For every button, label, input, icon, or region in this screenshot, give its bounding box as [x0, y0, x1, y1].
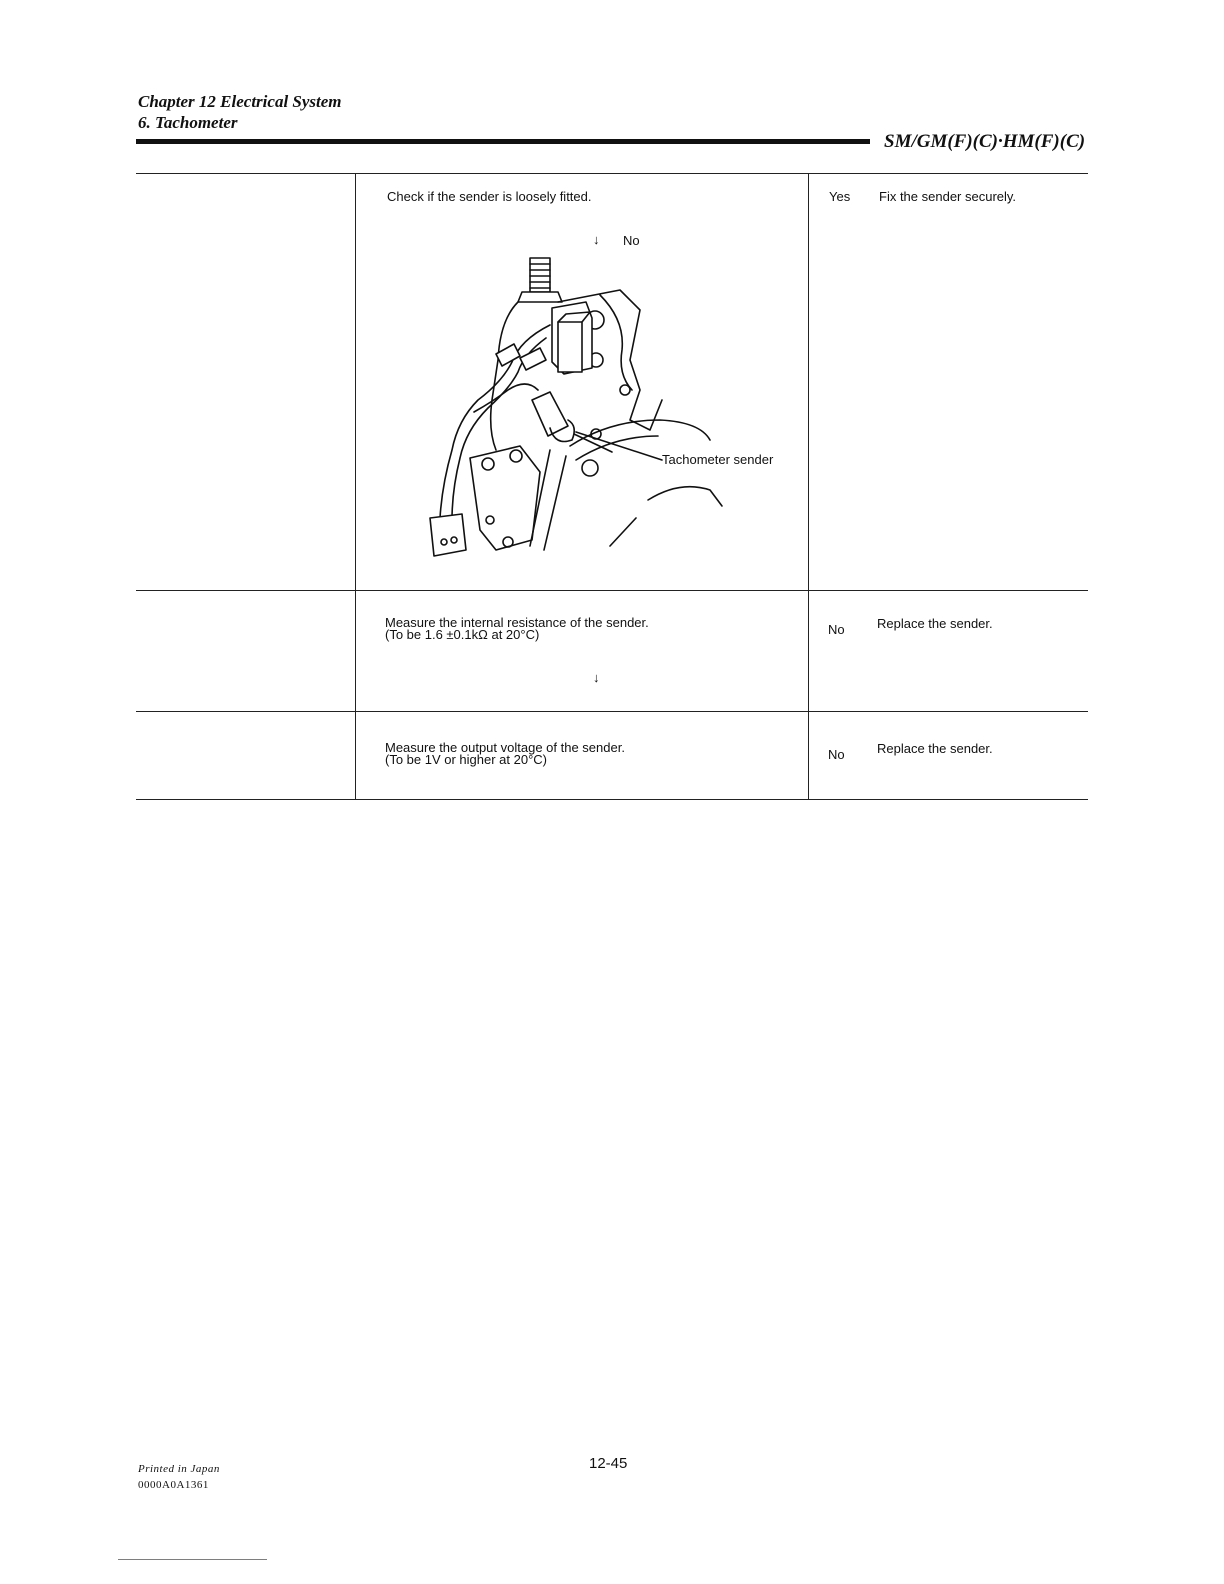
- row-divider: [136, 711, 1088, 712]
- page-number: 12-45: [589, 1455, 628, 1472]
- spec-text: (To be 1.6 ±0.1kΩ at 20°C): [385, 627, 540, 642]
- result-label: Yes: [829, 189, 851, 204]
- table-bottom-rule: [136, 799, 1088, 800]
- tachometer-sender-callout: Tachometer sender: [662, 452, 774, 467]
- check-text: Check if the sender is loosely fitted.: [387, 189, 592, 204]
- section-title: 6. Tachometer: [138, 113, 238, 132]
- spec-text: (To be 1V or higher at 20°C): [385, 752, 548, 767]
- action-text: Replace the sender.: [877, 741, 993, 756]
- header-rule: [136, 139, 870, 144]
- result-label: No: [828, 747, 845, 762]
- action-text: Fix the sender securely.: [879, 189, 1017, 204]
- column-divider: [355, 173, 356, 800]
- next-condition-label: No: [623, 233, 640, 248]
- printed-in-note: Printed in Japan: [138, 1463, 220, 1475]
- model-designation: SM/GM(F)(C)·HM(F)(C): [884, 131, 1086, 152]
- down-arrow: ↓: [593, 670, 600, 685]
- check-text: Measure the output voltage of the sender.: [385, 740, 625, 755]
- action-text: Replace the sender.: [877, 616, 993, 631]
- row-divider: [136, 590, 1088, 591]
- result-label: No: [828, 622, 845, 637]
- check-text: Measure the internal resistance of the sender.: [385, 615, 649, 630]
- table-top-rule: [136, 173, 1088, 174]
- engine-sender-illustration: [400, 250, 800, 580]
- document-code: 0000A0A1361: [138, 1479, 209, 1491]
- chapter-title: Chapter 12 Electrical System: [138, 92, 342, 111]
- column-divider: [808, 173, 809, 800]
- bottom-divider: [118, 1559, 267, 1560]
- down-arrow: ↓: [593, 232, 600, 247]
